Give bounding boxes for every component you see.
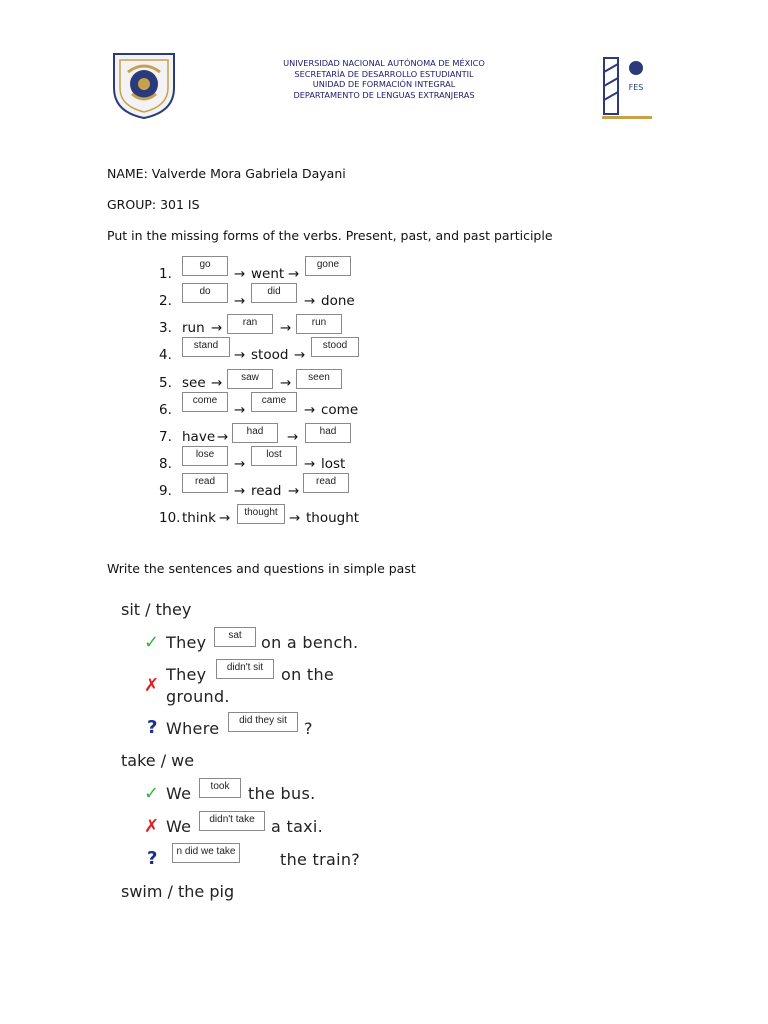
header-line-3: UNIDAD DE FORMACIÓN INTEGRAL: [312, 79, 456, 89]
positive-after: the bus.: [248, 784, 316, 803]
prompt-swim-the-pig: swim / the pig: [121, 882, 235, 901]
question-after: the train?: [280, 850, 361, 869]
answer-field[interactable]: read: [303, 473, 349, 493]
answer-field[interactable]: saw: [227, 369, 273, 389]
arrow-icon: →: [234, 266, 246, 282]
arrow-icon: →: [304, 456, 316, 472]
negative-after: a taxi.: [271, 817, 324, 836]
item-number: 6.: [159, 402, 172, 418]
name-line: [107, 166, 346, 181]
answer-field[interactable]: had: [305, 423, 351, 443]
item-number: 1.: [159, 266, 172, 282]
arrow-icon: →: [294, 347, 306, 363]
answer-field[interactable]: sat: [214, 627, 256, 647]
arrow-icon: →: [234, 347, 246, 363]
header-line-4: DEPARTAMENTO DE LENGUAS EXTRANJERAS: [293, 89, 475, 100]
answer-field[interactable]: lost: [251, 446, 297, 466]
arrow-icon: →: [304, 293, 316, 309]
name-value: Valverde Mora Gabriela Dayani: [151, 166, 346, 181]
participle-form: done: [321, 293, 355, 309]
check-icon: ✓: [144, 783, 160, 804]
prompt-take-we: take / we: [121, 751, 195, 770]
negative-after: on the: [281, 665, 335, 684]
past-form: stood: [251, 347, 289, 363]
question-icon: ?: [147, 717, 158, 738]
answer-field[interactable]: stand: [182, 337, 230, 357]
item-number: 9.: [159, 483, 172, 499]
item-number: 4.: [159, 347, 172, 363]
question-before: Where: [166, 719, 220, 738]
answer-field[interactable]: came: [251, 392, 297, 412]
svg-text:FES: FES: [628, 83, 644, 92]
arrow-icon: →: [280, 320, 292, 336]
exercise1-instruction: Put in the missing forms of the verbs. Present, past, and past participle: [107, 228, 553, 243]
item-number: 10.: [159, 510, 181, 526]
item-number: 7.: [159, 429, 172, 445]
participle-form: lost: [321, 456, 346, 472]
negative-before: We: [166, 817, 192, 836]
present-form: think: [182, 510, 216, 526]
name-label: NAME:: [107, 166, 148, 181]
cross-icon: ✗: [144, 816, 160, 837]
answer-field[interactable]: ran: [227, 314, 273, 334]
answer-field[interactable]: did: [251, 283, 297, 303]
negative-after-2: ground.: [166, 687, 230, 706]
arrow-icon: →: [287, 429, 299, 445]
arrow-icon: →: [234, 402, 246, 418]
present-form: have: [182, 429, 216, 445]
participle-form: come: [321, 402, 359, 418]
answer-field[interactable]: run: [296, 314, 342, 334]
question-icon: ?: [147, 848, 158, 869]
past-form: read: [251, 483, 282, 499]
answer-field[interactable]: didn't sit: [216, 659, 274, 679]
answer-field[interactable]: lose: [182, 446, 228, 466]
answer-field[interactable]: do: [182, 283, 228, 303]
arrow-icon: →: [234, 456, 246, 472]
item-number: 3.: [159, 320, 172, 336]
arrow-icon: →: [288, 483, 300, 499]
header-line-1: UNIVERSIDAD NACIONAL AUTÓNOMA DE MÉXICO: [283, 58, 485, 68]
fes-logo: [600, 54, 654, 120]
item-number: 8.: [159, 456, 172, 472]
negative-before: They: [166, 665, 207, 684]
present-form: run: [182, 320, 205, 336]
item-number: 5.: [159, 375, 172, 391]
arrow-icon: →: [304, 402, 316, 418]
past-form: went: [251, 266, 285, 282]
answer-field[interactable]: read: [182, 473, 228, 493]
arrow-icon: →: [288, 266, 300, 282]
group-value: 301 IS: [160, 197, 200, 212]
exercise2-instruction: Write the sentences and questions in simple past: [107, 561, 416, 576]
group-label: GROUP:: [107, 197, 157, 212]
arrow-icon: →: [217, 429, 229, 445]
answer-field[interactable]: gone: [305, 256, 351, 276]
answer-field[interactable]: seen: [296, 369, 342, 389]
positive-before: They: [166, 633, 207, 652]
arrow-icon: →: [234, 483, 246, 499]
answer-field[interactable]: had: [232, 423, 278, 443]
arrow-icon: →: [280, 375, 292, 391]
participle-form: thought: [306, 510, 360, 526]
arrow-icon: →: [211, 375, 223, 391]
arrow-icon: →: [211, 320, 223, 336]
answer-field[interactable]: did they sit: [228, 712, 298, 732]
header-line-2: SECRETARÍA DE DESARROLLO ESTUDIANTIL: [294, 68, 474, 79]
arrow-icon: →: [219, 510, 231, 526]
answer-field[interactable]: didn't take: [199, 811, 265, 831]
present-form: see: [182, 375, 206, 391]
answer-field[interactable]: n did we take: [172, 843, 240, 863]
answer-field[interactable]: took: [199, 778, 241, 798]
item-number: 2.: [159, 293, 172, 309]
answer-field[interactable]: go: [182, 256, 228, 276]
check-icon: ✓: [144, 632, 160, 653]
positive-after: on a bench.: [261, 633, 359, 652]
answer-field[interactable]: stood: [311, 337, 359, 357]
answer-field[interactable]: come: [182, 392, 228, 412]
arrow-icon: →: [234, 293, 246, 309]
cross-icon: ✗: [144, 675, 160, 696]
positive-before: We: [166, 784, 192, 803]
group-line: [107, 197, 200, 212]
arrow-icon: →: [289, 510, 301, 526]
answer-field[interactable]: thought: [237, 504, 285, 524]
prompt-sit-they: sit / they: [121, 600, 192, 619]
question-after: ?: [304, 719, 313, 738]
